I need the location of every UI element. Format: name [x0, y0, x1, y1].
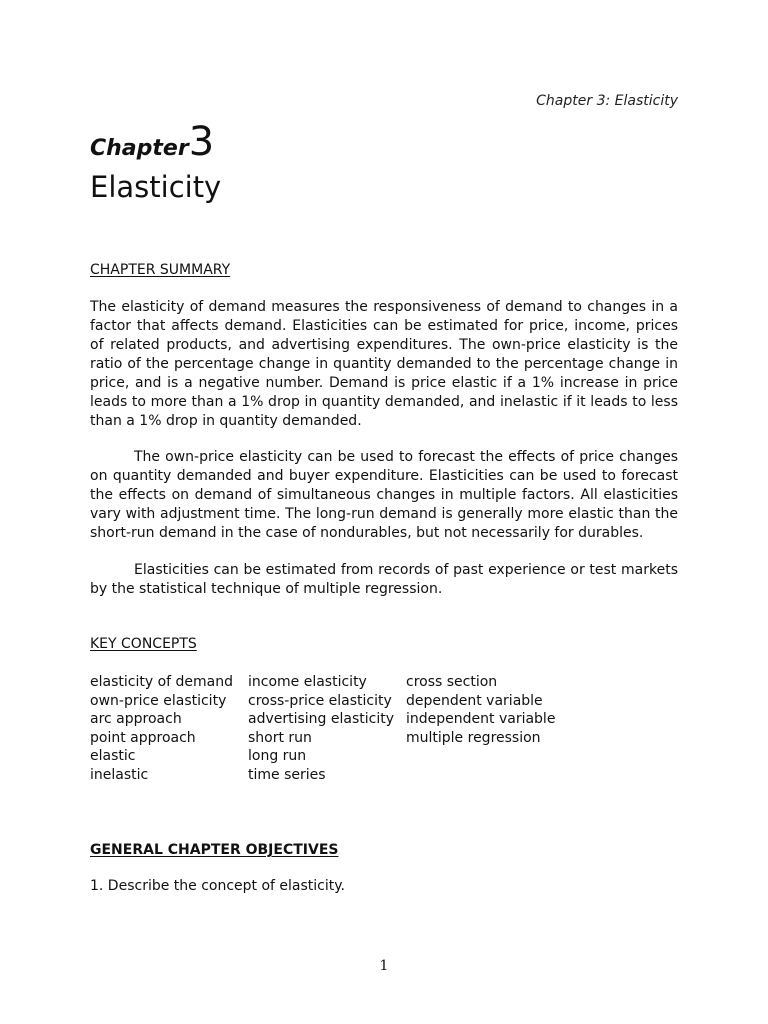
concept-item: multiple regression: [406, 729, 541, 746]
concept-item: inelastic: [90, 766, 149, 783]
concept-item: independent variable: [406, 711, 556, 728]
key-concepts-heading: KEY CONCEPTS: [90, 636, 197, 652]
concept-item: dependent variable: [406, 692, 543, 709]
chapter-label: [90, 119, 215, 165]
concept-item: point approach: [90, 729, 196, 746]
running-header: Chapter 3: Elasticity: [536, 93, 678, 109]
concept-item: advertising elasticity: [248, 711, 395, 728]
summary-paragraph-1: [90, 298, 678, 431]
chapter-word: Chapter: [90, 136, 189, 161]
summary-paragraph-3: [90, 561, 678, 599]
chapter-number: 3: [188, 119, 215, 165]
concept-item: short run: [248, 729, 312, 746]
summary-paragraph-2: [90, 448, 678, 543]
page-number: 1: [379, 958, 389, 974]
concept-column-3: [406, 673, 564, 785]
summary-paragraph-text: Elasticities can be estimated from records of past experience or test markets by the statistical technique of multiple regression.: [90, 562, 678, 597]
summary-paragraph-text: The elasticity of demand measures the responsiveness of demand to changes in a factor that affects demand. Elasticities can be estimated for price, income, prices of related products, and advertising expenditures. The own-price elasticity is the ratio of the percentage change in quantity demanded to the percentage change in price, and is a negative number. Demand is price elastic if a 1% increase in price leads to more than a 1% drop in quantity demanded, and inelastic if it leads to less than a 1% drop in quantity demanded.: [90, 299, 678, 429]
key-concepts-list: [90, 673, 564, 785]
objective-item: 1. Describe the concept of elasticity.: [90, 878, 346, 894]
concept-item: cross-price elasticity: [248, 692, 392, 709]
objectives-heading: GENERAL CHAPTER OBJECTIVES: [90, 842, 339, 858]
concept-item: elasticity of demand: [90, 674, 233, 690]
concept-item: long run: [248, 748, 307, 765]
chapter-summary-heading: CHAPTER SUMMARY: [90, 262, 231, 278]
concept-item: elastic: [90, 748, 136, 765]
concept-column-1: [90, 673, 248, 785]
concept-item: arc approach: [90, 711, 182, 728]
concept-item: cross section: [406, 674, 498, 690]
concept-item: income elasticity: [248, 674, 367, 690]
chapter-title: Elasticity: [90, 170, 222, 204]
concept-item: time series: [248, 766, 326, 783]
summary-paragraph-text: The own-price elasticity can be used to forecast the effects of price changes on quantity demanded and buyer expenditure. Elasticities can be used to forecast the effects on demand of simultaneous changes in multiple factors. All elasticities vary with adjustment time. The long-run demand is generally more elastic than the short-run demand in the case of nondurables, but not necessarily for durables.: [90, 449, 678, 541]
concept-item: own-price elasticity: [90, 692, 227, 709]
concept-column-2: [248, 673, 406, 785]
